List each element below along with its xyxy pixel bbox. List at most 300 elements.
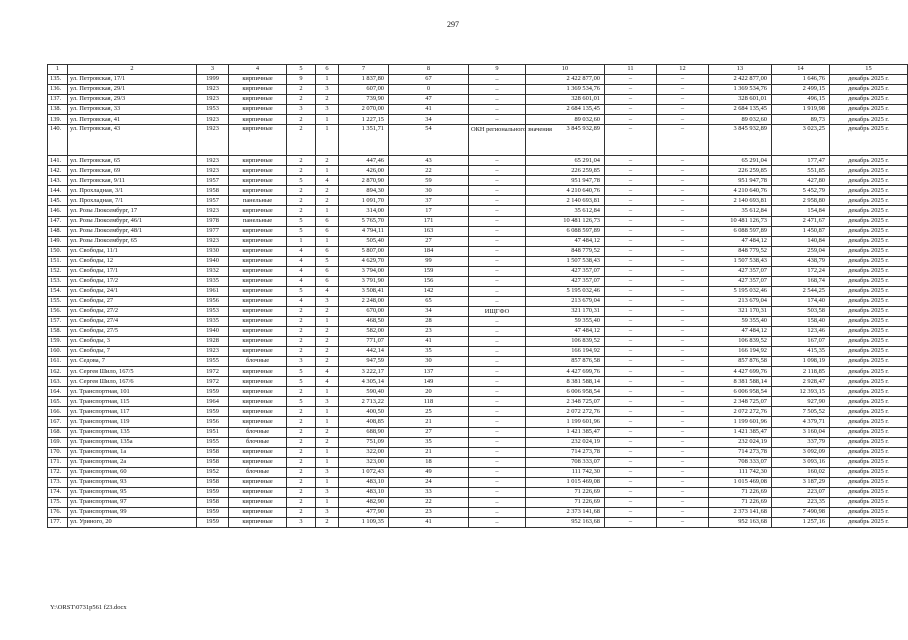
table-cell: 1958 xyxy=(197,457,229,467)
table-cell: ул. Петровская, 29/3 xyxy=(68,95,197,105)
table-cell: 140. xyxy=(48,125,68,156)
table-cell: – xyxy=(469,427,526,437)
table-cell: 223,07 xyxy=(772,487,830,497)
table-cell: кирпичные xyxy=(229,95,287,105)
table-cell: 505,40 xyxy=(339,236,389,246)
table-cell: 3 794,00 xyxy=(339,266,389,276)
table-cell: панельные xyxy=(229,196,287,206)
table-row xyxy=(48,226,908,236)
table-cell: 688,90 xyxy=(339,427,389,437)
table-cell: 141. xyxy=(48,156,68,166)
table-cell: 174,40 xyxy=(772,296,830,306)
table-cell: 427 357,07 xyxy=(709,266,772,276)
table-cell: 1 098,19 xyxy=(772,357,830,367)
table-cell: – xyxy=(469,437,526,447)
table-cell: 1 199 601,96 xyxy=(526,417,605,427)
table-cell: – xyxy=(469,507,526,517)
table-cell: 65 291,04 xyxy=(709,156,772,166)
table-cell: декабрь 2025 г. xyxy=(830,236,908,246)
table-row xyxy=(48,276,908,286)
table-cell: 65 291,04 xyxy=(526,156,605,166)
table-cell: декабрь 2025 г. xyxy=(830,206,908,216)
table-cell: 4 xyxy=(287,296,316,306)
table-cell: – xyxy=(657,517,709,527)
table-cell: 162. xyxy=(48,367,68,377)
table-cell: 12 393,15 xyxy=(772,387,830,397)
table-cell: 1932 xyxy=(197,266,229,276)
table-cell: – xyxy=(657,407,709,417)
table-cell: – xyxy=(469,497,526,507)
table-cell: 2 958,80 xyxy=(772,196,830,206)
table-cell: 1923 xyxy=(197,125,229,156)
table-cell: ул. Свободы, 3 xyxy=(68,337,197,347)
table-cell: 4 379,71 xyxy=(772,417,830,427)
table-cell: декабрь 2025 г. xyxy=(830,337,908,347)
table-cell: декабрь 2025 г. xyxy=(830,186,908,196)
table-cell: – xyxy=(657,477,709,487)
table-cell: – xyxy=(605,186,657,196)
table-cell: 151. xyxy=(48,256,68,266)
column-number-header: 4 xyxy=(229,65,287,75)
table-cell: декабрь 2025 г. xyxy=(830,477,908,487)
table-cell: – xyxy=(469,397,526,407)
table-cell: 4 794,11 xyxy=(339,226,389,236)
table-cell: ул. Сергея Шило, 167/5 xyxy=(68,367,197,377)
table-cell: 927,90 xyxy=(772,397,830,407)
table-cell: 1972 xyxy=(197,377,229,387)
header-row xyxy=(48,65,908,75)
table-cell: 156 xyxy=(389,276,469,286)
table-cell: 54 xyxy=(389,125,469,156)
table-cell: 2 xyxy=(287,407,316,417)
table-row xyxy=(48,206,908,216)
table-cell: 166 194,92 xyxy=(709,347,772,357)
table-cell: 2 xyxy=(316,347,339,357)
table-cell: – xyxy=(469,246,526,256)
table-cell: 34 xyxy=(389,115,469,125)
table-row xyxy=(48,125,908,156)
table-row xyxy=(48,75,908,85)
table-cell: декабрь 2025 г. xyxy=(830,105,908,115)
table-cell: 2 xyxy=(287,156,316,166)
table-cell: 1 xyxy=(316,417,339,427)
table-cell: 670,00 xyxy=(339,306,389,316)
table-cell: – xyxy=(469,176,526,186)
table-cell: 4 305,14 xyxy=(339,377,389,387)
table-cell: ул. Свободы, 27/2 xyxy=(68,306,197,316)
table-cell: – xyxy=(469,196,526,206)
table-cell: 30 xyxy=(389,186,469,196)
table-cell: – xyxy=(469,266,526,276)
table-cell: декабрь 2025 г. xyxy=(830,85,908,95)
table-row xyxy=(48,417,908,427)
table-cell: кирпичные xyxy=(229,377,287,387)
table-cell: ул. Петровская, 69 xyxy=(68,166,197,176)
table-cell: – xyxy=(657,75,709,85)
column-number-header: 2 xyxy=(68,65,197,75)
table-row xyxy=(48,216,908,226)
table-row xyxy=(48,457,908,467)
table-cell: 17 xyxy=(389,206,469,216)
table-cell: блочные xyxy=(229,357,287,367)
table-row xyxy=(48,467,908,477)
table-cell: 2 xyxy=(316,427,339,437)
table-cell: 23 xyxy=(389,327,469,337)
table-cell: – xyxy=(657,316,709,326)
table-cell: 427 357,07 xyxy=(526,266,605,276)
table-cell: кирпичные xyxy=(229,367,287,377)
table-cell: 496,15 xyxy=(772,95,830,105)
table-cell: 159. xyxy=(48,337,68,347)
table-cell: 1 227,15 xyxy=(339,115,389,125)
table-cell: 6 xyxy=(316,246,339,256)
table-cell: – xyxy=(605,487,657,497)
table-cell: декабрь 2025 г. xyxy=(830,125,908,156)
table-cell: 123,46 xyxy=(772,327,830,337)
table-cell: 213 679,04 xyxy=(709,296,772,306)
table-cell: кирпичные xyxy=(229,387,287,397)
table-cell: – xyxy=(657,156,709,166)
table-cell: 171. xyxy=(48,457,68,467)
table-cell: 3 222,17 xyxy=(339,367,389,377)
table-row xyxy=(48,256,908,266)
table-cell: 34 xyxy=(389,306,469,316)
table-cell: – xyxy=(657,266,709,276)
table-cell: 1 837,80 xyxy=(339,75,389,85)
table-cell: – xyxy=(605,467,657,477)
table-cell: 1964 xyxy=(197,397,229,407)
table-cell: 2 348 725,07 xyxy=(709,397,772,407)
table-cell: 1 xyxy=(316,477,339,487)
table-cell: – xyxy=(657,387,709,397)
table-cell: 427 357,07 xyxy=(526,276,605,286)
table-cell: – xyxy=(605,256,657,266)
table-cell: – xyxy=(469,327,526,337)
table-cell: – xyxy=(657,196,709,206)
table-cell: ул. Свободы, 17/2 xyxy=(68,276,197,286)
table-cell: 71 226,69 xyxy=(709,497,772,507)
table-cell: 5 xyxy=(287,377,316,387)
buildings-table xyxy=(47,64,908,528)
table-cell: 106 839,52 xyxy=(526,337,605,347)
column-number-header: 12 xyxy=(657,65,709,75)
table-cell: – xyxy=(469,105,526,115)
table-cell: 5 xyxy=(287,367,316,377)
table-cell: 259,04 xyxy=(772,246,830,256)
table-cell: 24 xyxy=(389,477,469,487)
table-cell: – xyxy=(657,507,709,517)
table-cell: 337,79 xyxy=(772,437,830,447)
table-cell: 6 006 958,54 xyxy=(526,387,605,397)
table-cell: – xyxy=(605,266,657,276)
table-cell: – xyxy=(657,397,709,407)
table-cell: 111 742,30 xyxy=(709,467,772,477)
table-cell: 1977 xyxy=(197,226,229,236)
table-cell: – xyxy=(657,276,709,286)
table-cell: декабрь 2025 г. xyxy=(830,166,908,176)
table-cell: 7 490,98 xyxy=(772,507,830,517)
table-cell: 1 091,70 xyxy=(339,196,389,206)
table-cell: 1 xyxy=(316,457,339,467)
table-row xyxy=(48,347,908,357)
table-cell: 150. xyxy=(48,246,68,256)
table-cell: 3 187,29 xyxy=(772,477,830,487)
table-cell: 1978 xyxy=(197,216,229,226)
table-cell: 137 xyxy=(389,367,469,377)
table-cell: 167. xyxy=(48,417,68,427)
table-cell: – xyxy=(657,85,709,95)
table-cell: 3 508,41 xyxy=(339,286,389,296)
table-cell: – xyxy=(469,417,526,427)
table-cell: 145. xyxy=(48,196,68,206)
table-cell: 1 xyxy=(316,125,339,156)
table-cell: – xyxy=(605,206,657,216)
table-cell: 1955 xyxy=(197,357,229,367)
table-cell: 328 601,01 xyxy=(709,95,772,105)
table-cell: панельные xyxy=(229,216,287,226)
table-cell: 2 xyxy=(316,437,339,447)
table-cell: ул. Седова, 7 xyxy=(68,357,197,367)
table-cell: декабрь 2025 г. xyxy=(830,327,908,337)
table-cell: – xyxy=(657,206,709,216)
table-cell: 1951 xyxy=(197,427,229,437)
table-cell: 2 072 272,76 xyxy=(526,407,605,417)
table-cell: 3 xyxy=(316,507,339,517)
table-cell: – xyxy=(469,337,526,347)
table-cell: 1 xyxy=(316,447,339,457)
table-cell: 2 xyxy=(287,306,316,316)
table-cell: декабрь 2025 г. xyxy=(830,407,908,417)
table-cell: кирпичные xyxy=(229,487,287,497)
table-cell: 1 xyxy=(316,387,339,397)
table-cell: – xyxy=(469,226,526,236)
table-cell: 47 484,12 xyxy=(526,327,605,337)
table-cell: кирпичные xyxy=(229,347,287,357)
table-cell: 1999 xyxy=(197,75,229,85)
table-cell: 2 xyxy=(287,95,316,105)
table-cell: кирпичные xyxy=(229,397,287,407)
table-cell: 2 870,90 xyxy=(339,176,389,186)
table-cell: – xyxy=(657,337,709,347)
table-cell: декабрь 2025 г. xyxy=(830,226,908,236)
table-cell: 952 163,68 xyxy=(709,517,772,527)
table-cell: – xyxy=(657,447,709,457)
table-cell: 59 355,40 xyxy=(526,316,605,326)
table-cell: – xyxy=(605,276,657,286)
table-cell: кирпичные xyxy=(229,447,287,457)
table-cell: 1953 xyxy=(197,105,229,115)
table-cell: ул. Петровская, 9/11 xyxy=(68,176,197,186)
table-cell: 165. xyxy=(48,397,68,407)
table-cell: кирпичные xyxy=(229,226,287,236)
table-row xyxy=(48,477,908,487)
table-cell: кирпичные xyxy=(229,85,287,95)
table-cell: декабрь 2025 г. xyxy=(830,196,908,206)
table-cell: декабрь 2025 г. xyxy=(830,286,908,296)
table-cell: 118 xyxy=(389,397,469,407)
table-cell: 323,00 xyxy=(339,457,389,467)
table-cell: 175. xyxy=(48,497,68,507)
table-cell: 30 xyxy=(389,357,469,367)
table-cell: – xyxy=(657,186,709,196)
table-row xyxy=(48,85,908,95)
table-cell: ул. Свободы, 17/1 xyxy=(68,266,197,276)
table-cell: 857 876,58 xyxy=(709,357,772,367)
table-cell: 163. xyxy=(48,377,68,387)
table-cell: – xyxy=(469,447,526,457)
table-cell: кирпичные xyxy=(229,286,287,296)
table-row xyxy=(48,447,908,457)
table-cell: кирпичные xyxy=(229,206,287,216)
table-cell: 1 507 538,43 xyxy=(709,256,772,266)
table-cell: – xyxy=(657,357,709,367)
table-cell: – xyxy=(605,105,657,115)
table-cell: – xyxy=(657,176,709,186)
table-cell: 168,74 xyxy=(772,276,830,286)
table-cell: 71 226,69 xyxy=(709,487,772,497)
table-cell: 4 xyxy=(316,367,339,377)
table-cell: 2 xyxy=(287,337,316,347)
table-cell: 1956 xyxy=(197,417,229,427)
table-cell: 2 348 725,07 xyxy=(526,397,605,407)
table-cell: 551,85 xyxy=(772,166,830,176)
table-cell: кирпичные xyxy=(229,105,287,115)
table-cell: – xyxy=(605,497,657,507)
table-cell: 2 xyxy=(287,327,316,337)
table-cell: – xyxy=(657,125,709,156)
table-cell: декабрь 2025 г. xyxy=(830,306,908,316)
table-cell: 4 xyxy=(287,276,316,286)
table-cell: 3 791,90 xyxy=(339,276,389,286)
table-cell: – xyxy=(469,216,526,226)
table-cell: 2 422 877,00 xyxy=(526,75,605,85)
table-cell: 3 845 932,89 xyxy=(526,125,605,156)
table-cell: 1 xyxy=(316,236,339,246)
table-cell: 1 xyxy=(316,316,339,326)
table-row xyxy=(48,95,908,105)
table-cell: 142. xyxy=(48,166,68,176)
table-row xyxy=(48,266,908,276)
table-cell: 4 xyxy=(316,286,339,296)
table-cell: – xyxy=(469,477,526,487)
table-cell: 1935 xyxy=(197,316,229,326)
table-cell: 35 xyxy=(389,347,469,357)
table-cell: 5 195 032,46 xyxy=(526,286,605,296)
table-cell: ул. Петровская, 33 xyxy=(68,105,197,115)
table-cell: 10 481 126,73 xyxy=(709,216,772,226)
table-cell: 2 140 693,81 xyxy=(526,196,605,206)
table-cell: 714 273,78 xyxy=(526,447,605,457)
table-cell: декабрь 2025 г. xyxy=(830,216,908,226)
table-cell: 5 xyxy=(287,216,316,226)
table-cell: 947,59 xyxy=(339,357,389,367)
table-cell: – xyxy=(605,477,657,487)
table-cell: – xyxy=(469,166,526,176)
table-cell: 2 373 141,68 xyxy=(709,507,772,517)
table-row xyxy=(48,306,908,316)
column-number-header: 15 xyxy=(830,65,908,75)
table-cell: – xyxy=(657,347,709,357)
table-cell: 158,40 xyxy=(772,316,830,326)
table-row xyxy=(48,186,908,196)
table-cell: 5 xyxy=(287,286,316,296)
table-cell: 1 421 385,47 xyxy=(709,427,772,437)
table-cell: 4 210 640,76 xyxy=(526,186,605,196)
table-cell: 1 919,98 xyxy=(772,105,830,115)
column-number-header: 9 xyxy=(469,65,526,75)
table-cell: кирпичные xyxy=(229,256,287,266)
table-cell: 18 xyxy=(389,457,469,467)
table-cell: 1959 xyxy=(197,507,229,517)
table-cell: 148. xyxy=(48,226,68,236)
table-cell: кирпичные xyxy=(229,186,287,196)
table-cell: – xyxy=(605,507,657,517)
table-cell: 89 032,60 xyxy=(709,115,772,125)
table-cell: 3 xyxy=(316,397,339,407)
table-row xyxy=(48,337,908,347)
table-cell: 5 xyxy=(287,226,316,236)
table-cell: 2 xyxy=(287,186,316,196)
table-cell: – xyxy=(605,447,657,457)
table-cell: 426,00 xyxy=(339,166,389,176)
table-cell: декабрь 2025 г. xyxy=(830,347,908,357)
table-cell: 2 xyxy=(287,447,316,457)
table-cell: 1 015 469,08 xyxy=(526,477,605,487)
table-cell: 1 421 385,47 xyxy=(526,427,605,437)
table-cell: 415,35 xyxy=(772,347,830,357)
table-row xyxy=(48,357,908,367)
table-cell: декабрь 2025 г. xyxy=(830,417,908,427)
table-cell: – xyxy=(657,487,709,497)
table-cell: кирпичные xyxy=(229,316,287,326)
table-cell: 607,00 xyxy=(339,85,389,95)
table-cell: 2 928,47 xyxy=(772,377,830,387)
table-cell: ул. Петровская, 43 xyxy=(68,125,197,156)
table-cell: 170. xyxy=(48,447,68,457)
table-cell: – xyxy=(605,407,657,417)
table-row xyxy=(48,115,908,125)
table-cell: кирпичные xyxy=(229,176,287,186)
table-cell: – xyxy=(605,296,657,306)
table-cell: кирпичные xyxy=(229,266,287,276)
table-cell: 328 601,01 xyxy=(526,95,605,105)
table-cell: 751,09 xyxy=(339,437,389,447)
table-cell: – xyxy=(469,367,526,377)
table-cell: 1923 xyxy=(197,236,229,246)
table-row xyxy=(48,497,908,507)
table-cell: 232 024,19 xyxy=(709,437,772,447)
table-cell: 952 163,68 xyxy=(526,517,605,527)
table-cell: 3 xyxy=(287,517,316,527)
table-cell: – xyxy=(469,95,526,105)
table-cell: 2 xyxy=(316,196,339,206)
table-cell: – xyxy=(605,196,657,206)
table-cell: ул. Транспортная, 101 xyxy=(68,387,197,397)
table-cell: 5 xyxy=(287,397,316,407)
table-cell: кирпичные xyxy=(229,156,287,166)
table-cell: – xyxy=(605,306,657,316)
table-cell: 41 xyxy=(389,517,469,527)
table-cell: – xyxy=(657,437,709,447)
table-cell: – xyxy=(469,407,526,417)
table-cell: 3 023,25 xyxy=(772,125,830,156)
table-cell: ул. Транспортная, 97 xyxy=(68,497,197,507)
table-cell: 149 xyxy=(389,377,469,387)
table-cell: – xyxy=(605,216,657,226)
table-cell: декабрь 2025 г. xyxy=(830,95,908,105)
table-row xyxy=(48,517,908,527)
table-cell: 1 xyxy=(316,206,339,216)
